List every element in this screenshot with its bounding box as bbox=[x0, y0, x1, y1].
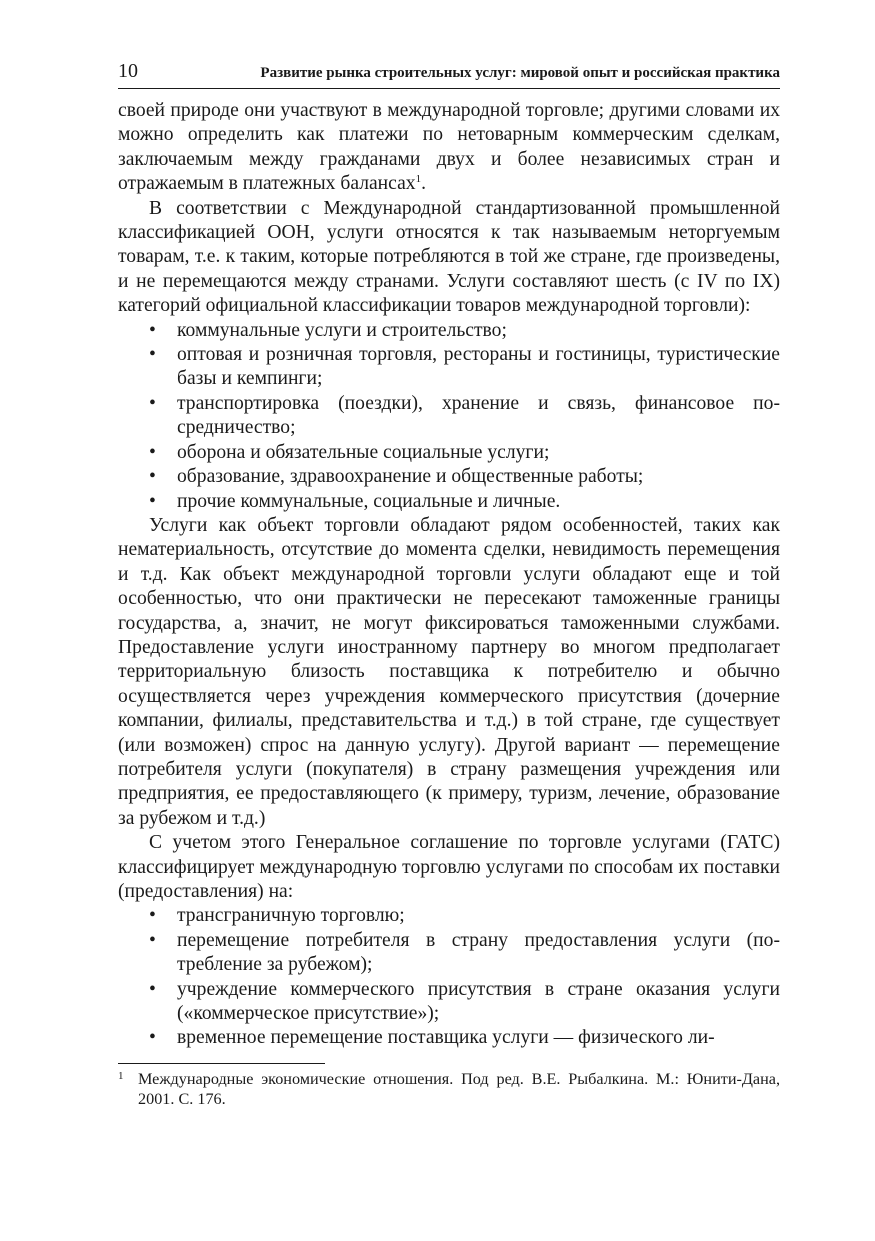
paragraph-4: С учетом этого Генеральное соглашение по торговле услугами (ГАТС) классифицирует международную торговлю услугами по способам их поставки (предоставления) на: bbox=[118, 832, 780, 902]
gats-modes-list bbox=[118, 904, 780, 1050]
list-item: • коммунальные услуги и строительство; bbox=[118, 319, 780, 343]
paragraph-continuation bbox=[118, 99, 780, 197]
list-item: • перемещение потребителя в страну предоставления услуги (потребление за рубежом); bbox=[149, 929, 780, 976]
bullet-icon: • bbox=[149, 929, 156, 951]
list-item: • учреждение коммерческого присутствия в стране оказания услуги («коммерческое присутствие»); bbox=[149, 978, 780, 1025]
bullet-icon: • bbox=[149, 392, 156, 414]
bullet-icon: • bbox=[149, 441, 156, 463]
paragraph-1-text: своей природе они участвуют в международной торговле; другими словами их можно определить как платежи по нетоварным коммерческим сделкам, заключаемым между гражданами двух и более независимых стран и отражаемым в платежных балансах bbox=[118, 100, 780, 195]
bullet-icon: • bbox=[149, 1027, 156, 1049]
list-item: • образование, здравоохранение и общественные работы; bbox=[118, 465, 780, 489]
list-item: • оборона и обязательные социальные услуги; bbox=[118, 441, 780, 465]
footnote-mark: 1 bbox=[118, 1069, 124, 1082]
list-item: • прочие коммунальные, социальные и личные. bbox=[118, 490, 780, 514]
paragraph-1-end: . bbox=[421, 173, 427, 195]
book-page bbox=[118, 58, 780, 1110]
footnote-ref[interactable]: 1 bbox=[415, 173, 422, 186]
paragraph-2: В соответствии с Международной стандартизованной промышленной классификацией ООН, услуги относятся к так называемым неторгуемым товарам, т.е. к таким, которые потребляются в той же стране, где произведены, и не перемещаются между странами. Услуги составляют шесть (с IV по IX) категорий официальной классификации товаров международной торговли): bbox=[118, 197, 780, 317]
paragraph-3: Услуги как объект торговли обладают рядом особенностей, таких как нематериальность, отсутствие до момента сделки, невидимость перемещения и т.д. Как объект международной торговли услуги обладают еще и той особенностью, что они практически не пересекают таможенные границы государства, а, значит, не могут фиксироваться таможенными службами. Предоставление услуги иностранному партнеру во многом предполагает территориальную близость поставщика к потребителю и обычно осуществляется через учреждения коммерческого присутствия (дочерние компании, филиалы, представительства и т.д.) в той стране, где существует (или возможен) спрос на данную услугу). Другой вариант — перемещение потребителя услуги (покупателя) в страну размещения учреждения или предприятия, ее предоставляющего (к примеру, туризм, лечение, образование за рубежом и т.д.) bbox=[118, 514, 780, 829]
footnote-text: Международные экономические отношения. Под ред. В.Е. Рыбалкина. М.: Юнити-Дана, 2001. С. 176. bbox=[138, 1069, 780, 1109]
page-number: 10 bbox=[118, 60, 138, 82]
bullet-icon: • bbox=[149, 344, 156, 366]
list-item: • оптовая и розничная торговля, рестораны и гостиницы, туристические базы и кемпинги; bbox=[149, 344, 780, 390]
service-categories-list bbox=[118, 319, 780, 514]
footnote-divider bbox=[118, 1063, 325, 1064]
list-item: • транспортировка (поездки), хранение и связь, финансовое посредничество; bbox=[149, 392, 780, 439]
bullet-icon: • bbox=[149, 490, 156, 512]
bullet-icon: • bbox=[149, 466, 156, 488]
bullet-icon: • bbox=[149, 978, 156, 1000]
list-item: • временное перемещение поставщика услуги — физического ли- bbox=[118, 1026, 780, 1050]
bullet-icon: • bbox=[149, 319, 156, 341]
footnote bbox=[118, 1069, 780, 1110]
list-item: • трансграничную торговлю; bbox=[118, 904, 780, 928]
body-text bbox=[118, 99, 780, 1051]
running-head bbox=[118, 58, 780, 89]
running-title: Развитие рынка строительных услуг: мировой опыт и российская практика bbox=[260, 65, 780, 81]
bullet-icon: • bbox=[149, 905, 156, 927]
